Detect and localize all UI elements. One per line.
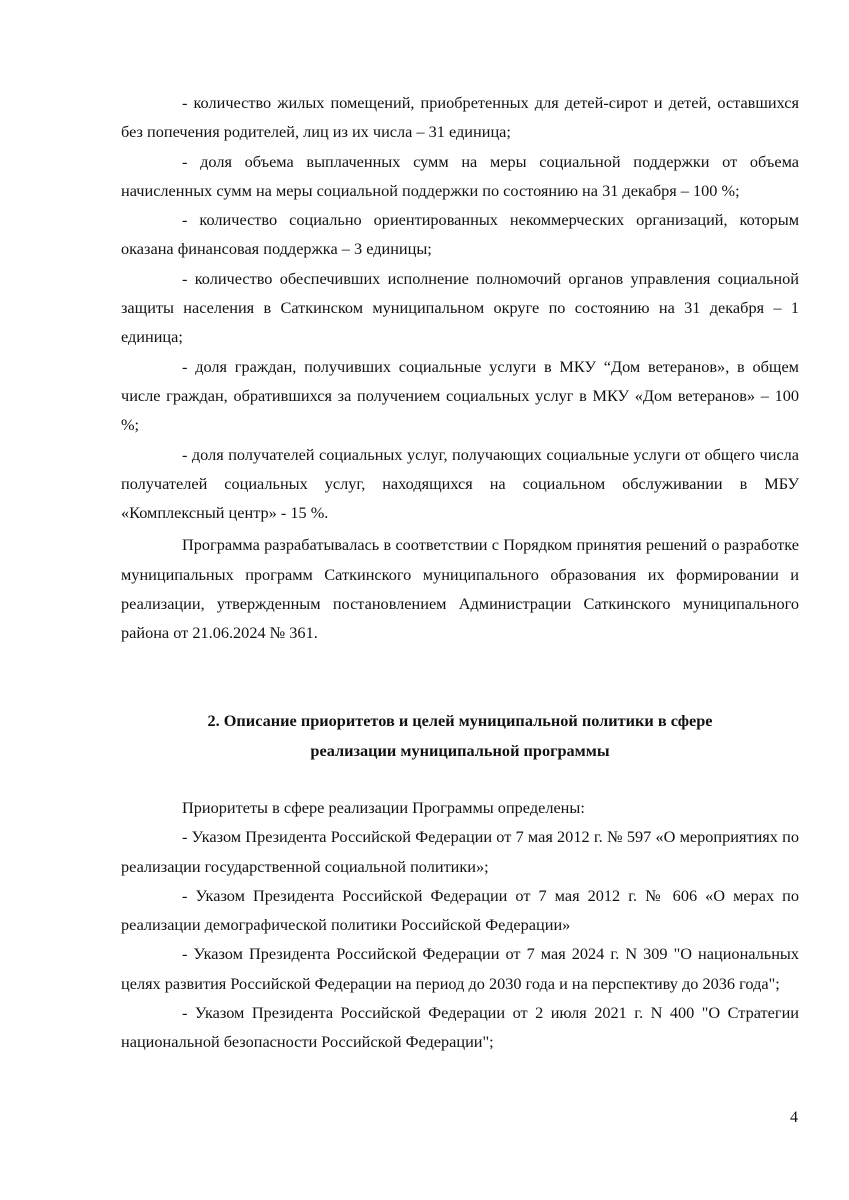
section-heading-line-1: 2. Описание приоритетов и целей муниципальной политики в сфере [207,711,713,730]
list-item: - доля граждан, получивших социальные услуги в МКУ “Дом ветеранов», в общем числе граждан, обратившихся за получением социальных услуг в МКУ «Дом ветеранов» – 100 %; [121,356,799,435]
decree-item: - Указом Президента Российской Федерации от 2 июля 2021 г. N 400 "О Стратегии национальной безопасности Российской Федерации"; [121,1003,799,1052]
decree-item: - Указом Президента Российской Федерации от 7 мая 2024 г. N 309 "О национальных целях развития Российской Федерации на период до 2030 года и на перспективу до 2036 года"; [121,944,799,993]
list-item: - доля объема выплаченных сумм на меры социальной поддержки от объема начисленных сумм на меры социальной поддержки по состоянию на 31 декабря – 100 %; [121,151,799,200]
section-heading-line-2: реализации муниципальной программы [310,740,610,760]
intro-section [121,88,799,648]
list-item: - количество социально ориентированных некоммерческих организаций, которым оказана финансовая поддержка – 3 единицы; [121,210,799,259]
decree-item: - Указом Президента Российской Федерации от 7 мая 2012 г. № 606 «О мерах по реализации демографической политики Российской Федерации» [121,885,799,935]
priorities-lead: Приоритеты в сфере реализации Программы определены: [182,798,585,817]
priorities-section [121,793,799,1057]
list-item: - количество обеспечивших исполнение полномочий органов управления социальной защиты населения в Саткинском муниципальном округе по состоянию на 31 декабря – 1 единица; [121,268,799,347]
page-number: 4 [790,1109,798,1126]
list-item: - количество жилых помещений, приобретенных для детей-сирот и детей, оставшихся без попечения родителей, лиц из их числа – 31 единица; [121,93,799,142]
list-item: - доля получателей социальных услуг, получающих социальные услуги от общего числа получателей социальных услуг, находящихся на социальном обслуживании в МБУ «Комплексный центр» - 15 %. [121,444,799,523]
section-heading [121,706,799,765]
program-paragraph: Программа разрабатывалась в соответствии с Порядком принятия решений о разработке муниципальных программ Саткинского муниципального образования их формировании и реализации, утвержденным постановлением Администрации Саткинского муниципального района от 21.06.2024 № 361. [121,535,799,643]
decree-item: - Указом Президента Российской Федерации от 7 мая 2012 г. № 597 «О мероприятиях по реализации государственной социальной политики»; [121,827,799,876]
